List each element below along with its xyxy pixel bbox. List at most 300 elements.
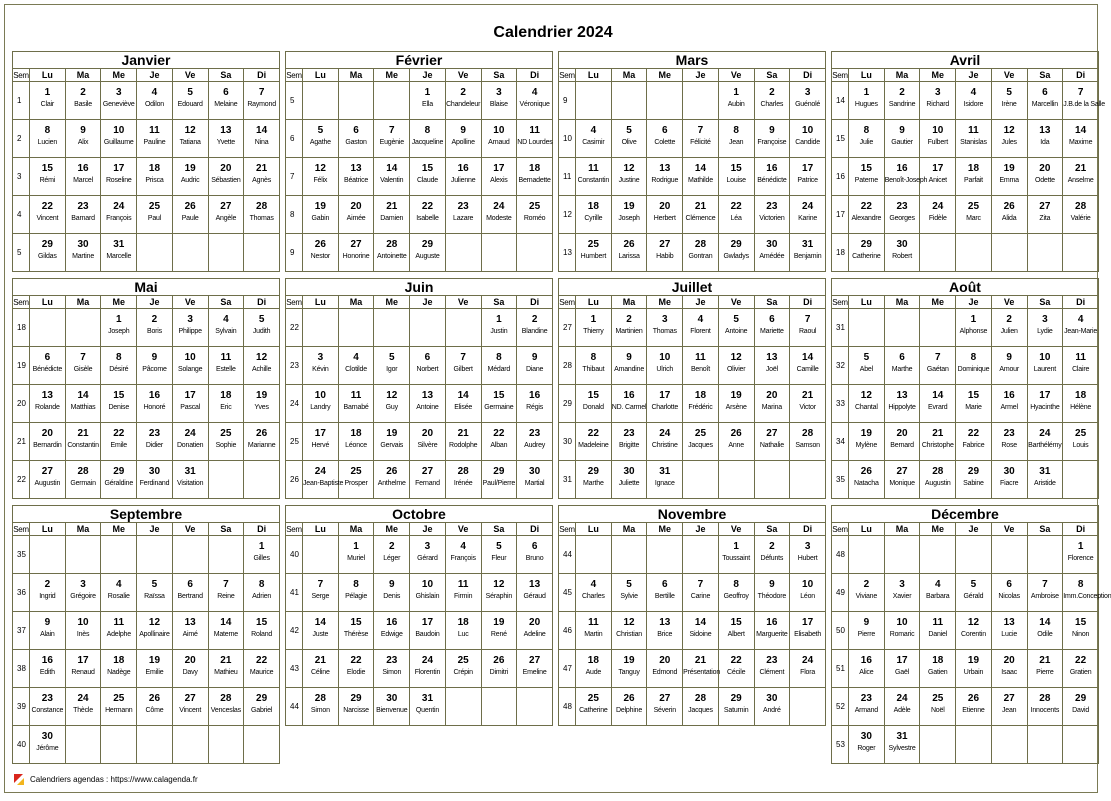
- weekday-header: Sa: [1027, 296, 1063, 309]
- week-number-header: Sem: [13, 524, 29, 534]
- saint-name: Nestor: [310, 253, 331, 260]
- day-cell: [884, 196, 920, 234]
- empty-day-cell: [445, 309, 481, 347]
- week-number: 30: [559, 423, 576, 461]
- day-cell: [754, 120, 790, 158]
- day-cell: [991, 196, 1027, 234]
- day-cell: [244, 347, 280, 385]
- day-number: 18: [113, 655, 125, 666]
- saint-name: Rodrigue: [651, 177, 679, 184]
- day-cell: [920, 688, 956, 726]
- day-number: 17: [802, 163, 814, 174]
- day-number: 18: [457, 617, 469, 628]
- saint-name: Dominique: [957, 366, 990, 373]
- day-number: 8: [496, 352, 502, 363]
- empty-day-cell: [410, 309, 446, 347]
- week-number: 44: [286, 688, 303, 726]
- saint-name: Lydie: [1037, 328, 1053, 335]
- day-cell: [576, 688, 612, 726]
- day-cell: [172, 612, 208, 650]
- week-number: 25: [286, 423, 303, 461]
- saint-name: Denis: [383, 593, 401, 600]
- saint-name: Géraldine: [104, 480, 134, 487]
- day-cell: [1063, 612, 1099, 650]
- day-number: 20: [766, 390, 778, 401]
- empty-day-cell: [849, 309, 885, 347]
- day-number: 22: [493, 428, 505, 439]
- day-number: 30: [766, 693, 778, 704]
- day-cell: [208, 347, 244, 385]
- day-number: 29: [1075, 693, 1087, 704]
- saint-name: Narcisse: [343, 707, 369, 714]
- saint-name: Parfait: [964, 177, 983, 184]
- day-cell: [338, 120, 374, 158]
- day-number: 10: [659, 352, 671, 363]
- day-number: 29: [967, 466, 980, 477]
- day-cell: [517, 650, 553, 688]
- week-number-header: Sem: [13, 70, 29, 80]
- day-number: 29: [421, 239, 434, 250]
- day-number: 15: [587, 390, 599, 401]
- saint-name: André: [763, 707, 781, 714]
- day-cell: [956, 158, 992, 196]
- day-cell: [956, 196, 992, 234]
- day-number: 19: [623, 655, 635, 666]
- saint-name: Norbert: [416, 366, 439, 373]
- day-number: 5: [317, 125, 324, 136]
- saint-name: Françoise: [757, 139, 787, 146]
- saint-name: Baudoin: [415, 631, 440, 638]
- saint-name: Hermann: [105, 707, 133, 714]
- day-number: 11: [529, 125, 540, 136]
- week-row: [559, 82, 826, 120]
- day-number: 23: [1003, 428, 1015, 439]
- saint-name: Thomas: [249, 215, 274, 222]
- day-cell: [137, 82, 173, 120]
- saint-name: Barthélémy: [1028, 442, 1062, 449]
- day-cell: [101, 461, 137, 499]
- month-8: [12, 505, 280, 764]
- day-cell: [576, 158, 612, 196]
- day-number: 28: [386, 239, 398, 250]
- saint-name: Ulrich: [656, 366, 674, 373]
- saint-name: Venceslas: [210, 707, 241, 714]
- saint-name: Bernardin: [33, 442, 62, 449]
- day-cell: [920, 650, 956, 688]
- saint-name: Maxime: [1068, 139, 1093, 146]
- day-cell: [683, 309, 719, 347]
- saint-name: Désiré: [109, 366, 129, 373]
- day-cell: [303, 385, 339, 423]
- month-name: Février: [285, 51, 553, 68]
- day-cell: [1063, 385, 1099, 423]
- day-number: 23: [457, 201, 469, 212]
- saint-name: Sophie: [215, 442, 237, 449]
- day-cell: [137, 423, 173, 461]
- saint-name: Sébastien: [211, 177, 241, 184]
- day-cell: [30, 726, 66, 764]
- week-row: [832, 234, 1099, 272]
- empty-day-cell: [517, 688, 553, 726]
- saint-name: Honorine: [342, 253, 370, 260]
- week-number: 32: [832, 347, 849, 385]
- week-row: [559, 650, 826, 688]
- day-cell: [30, 158, 66, 196]
- day-number: 26: [184, 201, 196, 212]
- saint-name: Emile: [110, 442, 128, 449]
- empty-day-cell: [1063, 461, 1099, 499]
- week-number: 39: [13, 688, 30, 726]
- weekday-header: Je: [956, 523, 992, 536]
- saint-name: Achille: [251, 366, 272, 373]
- saint-name: Etienne: [962, 707, 985, 714]
- saint-name: Chantal: [854, 404, 878, 411]
- day-cell: [790, 196, 826, 234]
- day-number: 5: [1006, 87, 1012, 98]
- day-number: 7: [258, 87, 265, 98]
- empty-day-cell: [517, 234, 553, 272]
- day-number: 20: [529, 617, 541, 628]
- footer-text: Calendriers agendas : https://www.calagenda.fr: [30, 775, 198, 784]
- saint-name: Ella: [422, 101, 433, 108]
- saint-name: Christian: [616, 631, 642, 638]
- saint-name: Alexis: [490, 177, 508, 184]
- saint-name: J.B.de la Salle: [1063, 101, 1105, 108]
- day-cell: [754, 385, 790, 423]
- day-cell: [410, 536, 446, 574]
- saint-name: Odile: [1037, 631, 1053, 638]
- month-10: [558, 505, 826, 726]
- saint-name: Sylvie: [620, 593, 638, 600]
- day-number: 13: [529, 579, 541, 590]
- day-number: 16: [457, 163, 469, 174]
- saint-name: Delphine: [616, 707, 643, 714]
- week-number: 34: [832, 423, 849, 461]
- weekday-header: Ma: [338, 69, 374, 82]
- saint-name: Cyrille: [584, 215, 603, 222]
- day-cell: [517, 536, 553, 574]
- saint-name: Isidore: [963, 101, 984, 108]
- weekday-header: Je: [410, 523, 446, 536]
- empty-day-cell: [65, 726, 101, 764]
- day-cell: [920, 574, 956, 612]
- week-number: 48: [832, 536, 849, 574]
- week-row: [559, 347, 826, 385]
- empty-day-cell: [65, 536, 101, 574]
- day-cell: [611, 612, 647, 650]
- day-number: 25: [587, 693, 599, 704]
- day-cell: [576, 461, 612, 499]
- day-cell: [1063, 650, 1099, 688]
- week-number: 40: [13, 726, 30, 764]
- day-number: 29: [41, 239, 53, 250]
- day-number: 11: [695, 352, 706, 363]
- week-row: [286, 423, 553, 461]
- day-cell: [30, 650, 66, 688]
- day-number: 28: [802, 428, 814, 439]
- weekday-header: Di: [790, 296, 826, 309]
- day-number: 20: [1003, 655, 1015, 666]
- week-row: [13, 309, 280, 347]
- day-cell: [718, 385, 754, 423]
- day-number: 28: [1075, 201, 1087, 212]
- saint-name: Julien: [1000, 328, 1018, 335]
- saint-name: Urbain: [963, 669, 984, 676]
- day-cell: [790, 423, 826, 461]
- day-number: 19: [184, 163, 196, 174]
- day-cell: [849, 726, 885, 764]
- week-number: 49: [832, 574, 849, 612]
- day-cell: [410, 650, 446, 688]
- saint-name: Emma: [999, 177, 1019, 184]
- week-number: 20: [13, 385, 30, 423]
- day-number: 4: [970, 87, 977, 98]
- day-cell: [1027, 461, 1063, 499]
- day-number: 14: [314, 617, 326, 628]
- day-cell: [991, 347, 1027, 385]
- saint-name: Thomas: [652, 328, 677, 335]
- saint-name: Guillaume: [103, 139, 134, 146]
- day-cell: [849, 612, 885, 650]
- day-number: 10: [802, 579, 814, 590]
- weekday-header: Me: [647, 296, 683, 309]
- day-cell: [101, 309, 137, 347]
- weekday-header: Ma: [65, 296, 101, 309]
- day-cell: [991, 120, 1027, 158]
- saint-name: Constantin: [577, 177, 610, 184]
- weekday-header: Lu: [30, 296, 66, 309]
- day-cell: [849, 688, 885, 726]
- day-cell: [683, 196, 719, 234]
- saint-name: Théodore: [757, 593, 787, 600]
- day-cell: [338, 688, 374, 726]
- week-number: 50: [832, 612, 849, 650]
- month-7: [831, 278, 1099, 499]
- saint-name: Félix: [313, 177, 328, 184]
- saint-name: Laurent: [1033, 366, 1057, 373]
- saint-name: Emeline: [522, 669, 547, 676]
- day-cell: [754, 536, 790, 574]
- day-cell: [481, 347, 517, 385]
- day-cell: [884, 158, 928, 196]
- saint-name: Ninon: [1071, 631, 1090, 638]
- day-number: 8: [970, 352, 977, 363]
- day-cell: [683, 574, 719, 612]
- saint-name: Yvette: [216, 139, 235, 146]
- saint-name: Louis: [1072, 442, 1089, 449]
- day-cell: [884, 234, 920, 272]
- week-row: [286, 461, 553, 499]
- day-number: 20: [421, 428, 434, 439]
- day-number: 18: [148, 163, 161, 174]
- saint-name: Anne: [728, 442, 744, 449]
- saint-name: Anthelme: [377, 480, 406, 487]
- day-number: 10: [896, 617, 908, 628]
- saint-name: Guy: [385, 404, 398, 411]
- saint-name: Charlotte: [651, 404, 679, 411]
- week-row: [559, 688, 826, 726]
- day-number: 11: [968, 125, 979, 136]
- day-number: 5: [187, 87, 193, 98]
- week-row: [286, 309, 553, 347]
- saint-name: Muriel: [347, 555, 365, 562]
- day-cell: [1027, 82, 1063, 120]
- week-row: [832, 461, 1099, 499]
- day-number: 28: [694, 239, 707, 250]
- day-cell: [208, 385, 244, 423]
- day-cell: [65, 234, 101, 272]
- saint-name: Marina: [761, 404, 782, 411]
- day-cell: [410, 385, 446, 423]
- month-name: Mars: [558, 51, 826, 68]
- day-cell: [1027, 423, 1063, 461]
- week-number: 40: [286, 536, 303, 574]
- saint-name: Edouard: [177, 101, 203, 108]
- empty-day-cell: [481, 234, 517, 272]
- day-number: 4: [531, 87, 538, 98]
- saint-name: Gérard: [417, 555, 438, 562]
- week-row: [832, 82, 1099, 120]
- day-cell: [410, 82, 446, 120]
- day-number: 28: [314, 693, 326, 704]
- saint-name: Rose: [1001, 442, 1017, 449]
- day-number: 3: [187, 314, 193, 325]
- week-row: [832, 385, 1099, 423]
- day-cell: [445, 461, 481, 499]
- weekday-header: Ve: [445, 523, 481, 536]
- day-number: 25: [529, 201, 541, 212]
- week-number: 27: [559, 309, 576, 347]
- day-number: 16: [766, 163, 778, 174]
- saint-name: Anselme: [1067, 177, 1094, 184]
- weekday-header: Lu: [576, 69, 612, 82]
- weekday-header: Ve: [172, 523, 208, 536]
- day-number: 24: [802, 655, 814, 666]
- day-cell: [956, 612, 992, 650]
- saint-name: Zita: [1039, 215, 1051, 222]
- saint-name: Arnaud: [488, 139, 510, 146]
- day-cell: [244, 536, 280, 574]
- weekday-header-row: [286, 296, 553, 309]
- day-cell: [683, 347, 719, 385]
- day-cell: [445, 158, 481, 196]
- saint-name: Roméo: [523, 215, 546, 222]
- day-cell: [884, 726, 920, 764]
- day-cell: [920, 385, 956, 423]
- week-number: 7: [286, 158, 303, 196]
- day-cell: [991, 158, 1027, 196]
- day-cell: [374, 650, 410, 688]
- saint-name: Sylvain: [215, 328, 237, 335]
- weekday-header: Me: [374, 296, 410, 309]
- day-number: 10: [1039, 352, 1051, 363]
- day-cell: [991, 650, 1027, 688]
- week-number: 8: [286, 196, 303, 234]
- saint-name: Barnard: [71, 215, 95, 222]
- day-cell: [172, 158, 208, 196]
- day-number: 19: [148, 655, 161, 666]
- saint-name: Charles: [760, 101, 784, 108]
- day-number: 31: [113, 239, 125, 250]
- day-number: 11: [149, 125, 160, 136]
- day-number: 6: [899, 352, 905, 363]
- week-row: [13, 688, 280, 726]
- saint-name: Nicolas: [998, 593, 1020, 600]
- week-row: [559, 196, 826, 234]
- saint-name: Augustin: [34, 480, 61, 487]
- day-number: 30: [529, 466, 541, 477]
- day-number: 13: [659, 617, 671, 628]
- saint-name: Judith: [252, 328, 271, 335]
- day-number: 23: [529, 428, 541, 439]
- week-number: 31: [832, 309, 849, 347]
- day-number: 17: [421, 617, 434, 628]
- day-number: 23: [896, 201, 908, 212]
- day-cell: [517, 196, 553, 234]
- saint-name: Jean-Marie: [1064, 328, 1098, 335]
- day-number: 30: [860, 731, 872, 742]
- day-number: 21: [694, 201, 707, 212]
- saint-name: François: [106, 215, 132, 222]
- day-cell: [481, 82, 517, 120]
- weekday-header: Je: [683, 69, 719, 82]
- weekday-header: Sa: [754, 69, 790, 82]
- day-number: 2: [769, 87, 775, 98]
- saint-name: Materne: [213, 631, 238, 638]
- day-number: 3: [804, 87, 811, 98]
- empty-day-cell: [1063, 234, 1099, 272]
- saint-name: Alice: [859, 669, 874, 676]
- saint-name: Larissa: [618, 253, 640, 260]
- week-number: 45: [559, 574, 576, 612]
- saint-name: Thècle: [73, 707, 93, 714]
- day-number: 18: [587, 201, 599, 212]
- saint-name: Irénée: [453, 480, 473, 487]
- saint-name: Julienne: [450, 177, 476, 184]
- day-cell: [611, 309, 647, 347]
- day-number: 28: [220, 693, 232, 704]
- day-cell: [611, 120, 647, 158]
- day-number: 7: [804, 314, 811, 325]
- day-number: 25: [148, 201, 161, 212]
- weekday-header: Ma: [338, 523, 374, 536]
- saint-name: Lucie: [1001, 631, 1018, 638]
- day-cell: [30, 612, 66, 650]
- day-cell: [303, 158, 339, 196]
- saint-name: Défunts: [760, 555, 784, 562]
- day-number: 2: [1006, 314, 1012, 325]
- saint-name: Habib: [656, 253, 674, 260]
- day-number: 30: [41, 731, 53, 742]
- saint-name: Richard: [926, 101, 950, 108]
- weekday-header: Lu: [576, 296, 612, 309]
- saint-name: Marcel: [73, 177, 93, 184]
- saint-name: Blaise: [489, 101, 508, 108]
- saint-name: Benoît: [690, 366, 710, 373]
- empty-day-cell: [683, 536, 719, 574]
- day-number: 22: [730, 201, 742, 212]
- day-number: 9: [1006, 352, 1012, 363]
- day-cell: [920, 423, 956, 461]
- day-number: 26: [1003, 201, 1015, 212]
- day-cell: [647, 688, 683, 726]
- day-cell: [517, 82, 553, 120]
- day-number: 22: [587, 428, 599, 439]
- week-number: 17: [832, 196, 849, 234]
- weekday-header: Lu: [576, 523, 612, 536]
- saint-name: Gilbert: [453, 366, 473, 373]
- saint-name: Crépin: [453, 669, 473, 676]
